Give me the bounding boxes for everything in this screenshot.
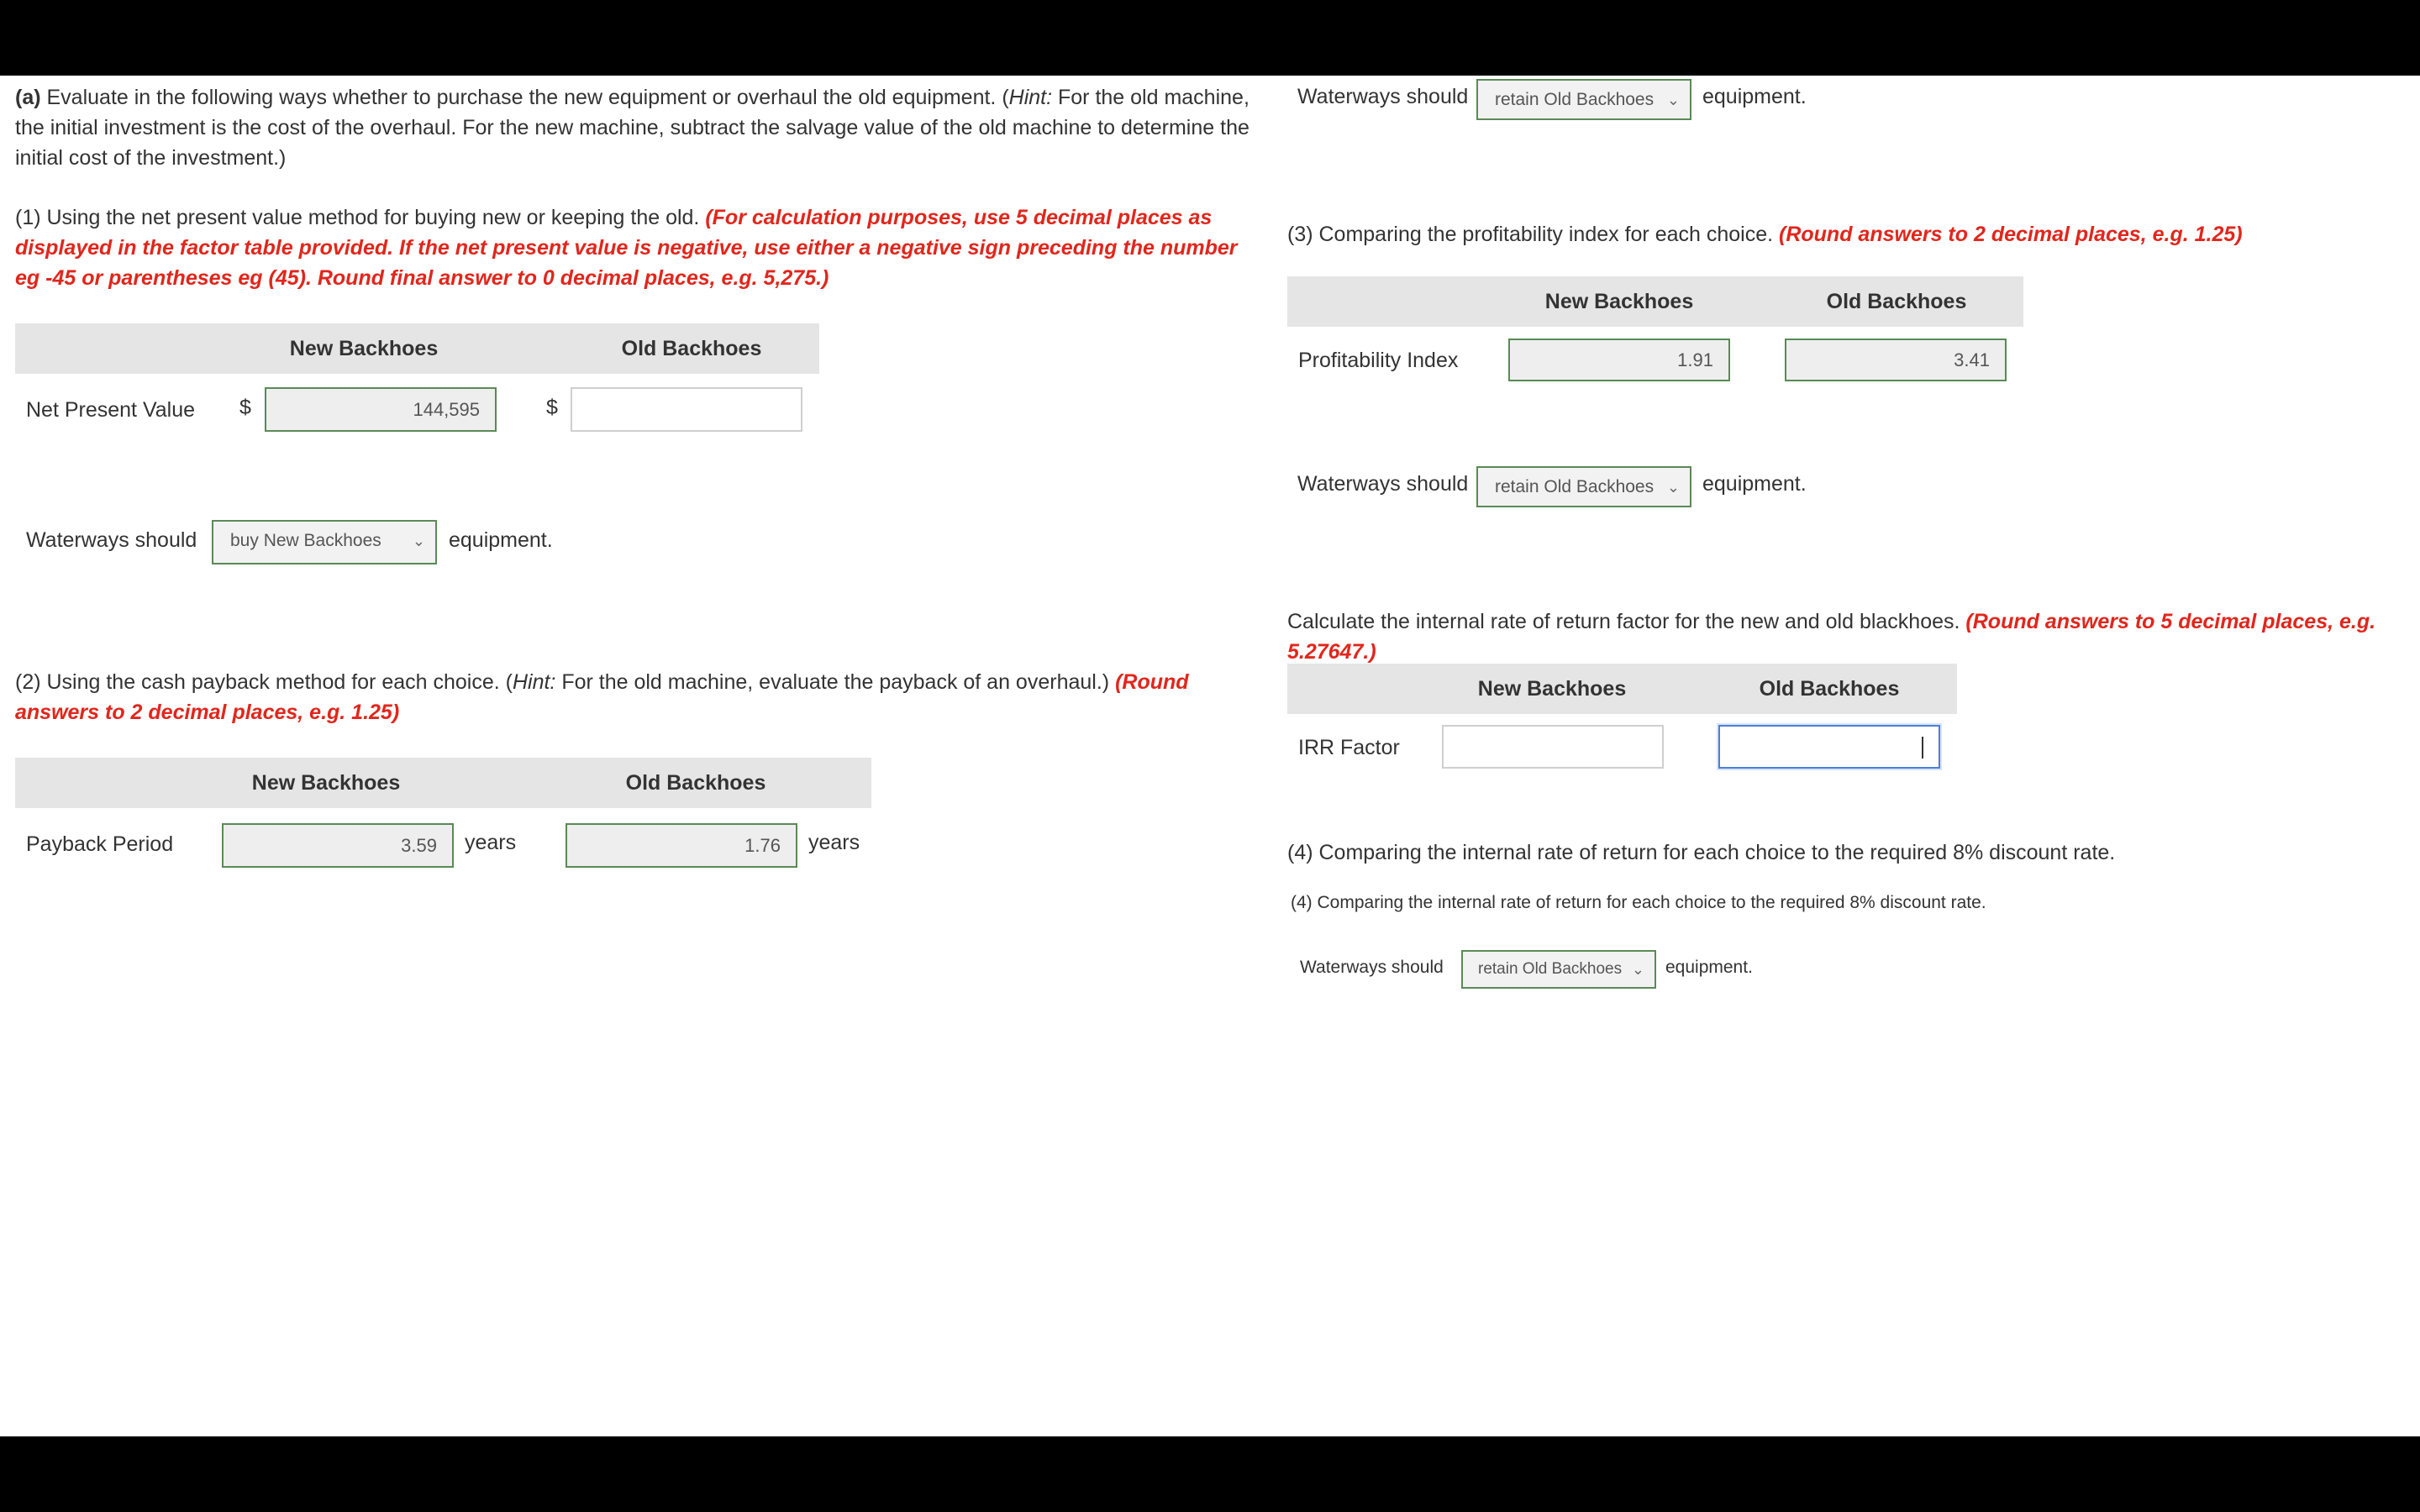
- npv-decision-prefix: Waterways should: [26, 528, 197, 552]
- irr-compare-instruction-small: (4) Comparing the internal rate of return for each choice to the required 8% discount rate.: [1291, 893, 1986, 912]
- payback-unit-old: years: [808, 831, 860, 854]
- npv-table-header: [15, 323, 819, 374]
- irr-compare-instruction: (4) Comparing the internal rate of return for each choice to the required 8% discount rate.: [1287, 841, 2116, 864]
- payback-row-label: Payback Period: [26, 832, 174, 856]
- irr-col-old: Old Backhoes: [1759, 677, 1900, 701]
- pi-row-label: Profitability Index: [1298, 349, 1459, 372]
- irr-decision-prefix: Waterways should: [1300, 958, 1444, 977]
- chevron-down-icon: ⌄: [1666, 92, 1680, 108]
- part-a-intro: [15, 82, 1267, 173]
- payback-unit-new: years: [465, 831, 517, 854]
- irr-factor-instruction: [1287, 606, 2413, 667]
- chevron-down-icon: ⌄: [1631, 961, 1644, 978]
- payback-instruction-text-1: (2) Using the cash payback method for each choice. (: [15, 670, 513, 694]
- npv-old-input[interactable]: [571, 387, 802, 432]
- payback-instruction: [15, 667, 1267, 727]
- pi-decision-select[interactable]: [1476, 466, 1691, 507]
- payback-decision-suffix: equipment.: [1702, 85, 1807, 108]
- npv-currency-new: $: [239, 396, 251, 419]
- npv-decision-value: buy New Backhoes: [230, 531, 381, 550]
- pi-instruction: [1287, 219, 2413, 249]
- npv-rounding-note: (For calculation purposes, use 5 decimal places as displayed in the factor table provided. If the net present value is negative, use either a negative sign preceding the number eg -45 or parentheses eg (45). Round final answer to 0 decimal places, e.g. 5,275.): [15, 206, 1238, 290]
- irr-col-new: New Backhoes: [1477, 677, 1627, 701]
- irr-old-input[interactable]: [1718, 725, 1940, 769]
- part-a-hint-word: Hint:: [1008, 86, 1053, 109]
- irr-decision-select[interactable]: [1461, 950, 1656, 989]
- top-black-bar: [0, 0, 2420, 76]
- irr-decision-suffix: equipment.: [1665, 958, 1753, 977]
- irr-new-input[interactable]: [1442, 725, 1664, 769]
- pi-rounding-note: (Round answers to 2 decimal places, e.g. 1.25): [1779, 223, 2243, 246]
- part-a-intro-text-2: For the old machine, the initial investment is the cost of the overhaul. For the new machine, subtract the salvage value of the old machine to determine the initial cost of the investment.): [15, 86, 1249, 170]
- part-a-intro-text-1: Evaluate in the following ways whether to purchase the new equipment or overhaul the old equipment. (: [40, 86, 1009, 109]
- npv-instruction: [15, 202, 1267, 293]
- npv-row-label: Net Present Value: [26, 398, 196, 422]
- npv-decision-suffix: equipment.: [449, 528, 553, 552]
- pi-table-header: [1287, 276, 2023, 327]
- payback-hint-word: Hint:: [512, 670, 556, 694]
- npv-instruction-text: (1) Using the net present value method for buying new or keeping the old.: [15, 206, 706, 229]
- chevron-down-icon: ⌄: [1666, 479, 1680, 496]
- pi-decision-prefix: Waterways should: [1297, 472, 1469, 496]
- npv-col-new: New Backhoes: [289, 337, 439, 360]
- npv-col-old: Old Backhoes: [621, 337, 762, 360]
- chevron-down-icon: ⌄: [412, 533, 425, 549]
- bottom-black-bar: [0, 1436, 2420, 1512]
- npv-currency-old: $: [546, 396, 558, 419]
- pi-col-old: Old Backhoes: [1826, 290, 1967, 313]
- payback-instruction-text-2: For the old machine, evaluate the payback of an overhaul.): [555, 670, 1116, 694]
- part-a-label: (a): [15, 86, 41, 109]
- payback-col-new: New Backhoes: [251, 771, 401, 795]
- irr-factor-instruction-text: Calculate the internal rate of return factor for the new and old blackhoes.: [1287, 610, 1966, 633]
- irr-decision-value: retain Old Backhoes: [1478, 960, 1623, 978]
- irr-table-header: [1287, 664, 1957, 714]
- payback-decision-value: retain Old Backhoes: [1495, 90, 1655, 109]
- text-cursor: [1922, 737, 1923, 759]
- pi-decision-value: retain Old Backhoes: [1495, 477, 1655, 496]
- payback-old-input[interactable]: 1.76: [566, 823, 797, 868]
- payback-table-header: [15, 758, 871, 808]
- pi-new-input[interactable]: 1.91: [1508, 339, 1730, 381]
- pi-decision-suffix: equipment.: [1702, 472, 1807, 496]
- irr-factor-rounding-note: (Round answers to 5 decimal places, e.g. 5.27647.): [1287, 610, 2376, 664]
- pi-instruction-text: (3) Comparing the profitability index for each choice.: [1287, 223, 1780, 246]
- irr-row-label: IRR Factor: [1298, 736, 1400, 759]
- payback-new-input[interactable]: 3.59: [222, 823, 454, 868]
- payback-decision-select[interactable]: [1476, 79, 1691, 120]
- pi-old-input[interactable]: 3.41: [1785, 339, 2007, 381]
- pi-col-new: New Backhoes: [1544, 290, 1694, 313]
- payback-rounding-note: (Round answers to 2 decimal places, e.g. 1.25): [15, 670, 1189, 724]
- npv-new-input[interactable]: 144,595: [265, 387, 497, 432]
- payback-col-old: Old Backhoes: [625, 771, 766, 795]
- payback-decision-prefix: Waterways should: [1297, 85, 1469, 108]
- npv-decision-select[interactable]: [212, 520, 437, 564]
